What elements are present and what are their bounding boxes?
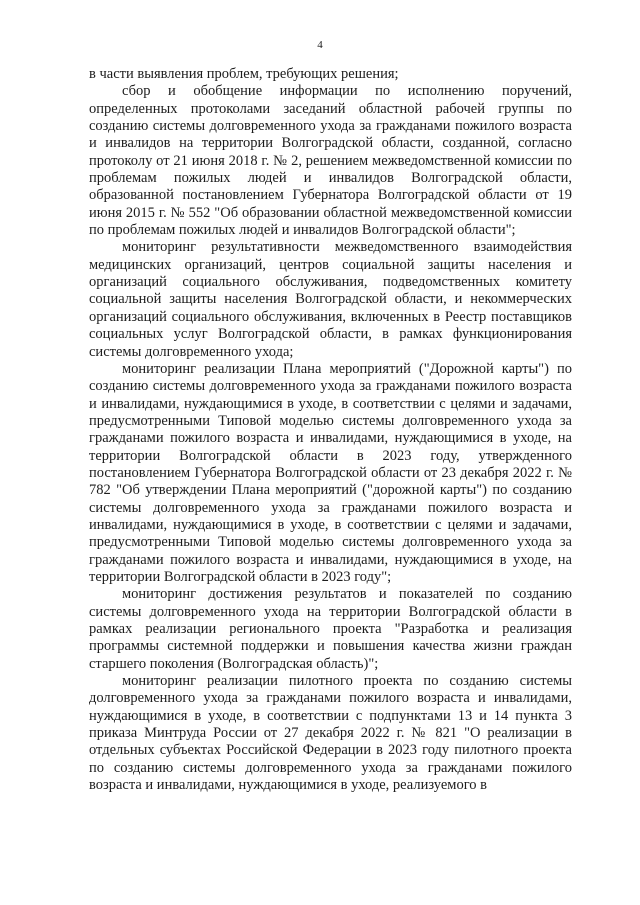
document-body [89, 66, 572, 794]
paragraph-data-collection: сбор и обобщение информации по исполнению поручений, определенных протоколами заседаний областной рабочей группы по созданию системы долговременного ухода за гражданами пожилого возраста и инвалидов на территории Волгоградской области, созданной, согласно протоколу от 21 июня 2018 г. № 2, решением межведомственной комиссии по проблемам пожилых людей и инвалидов Волгоградской области, образованной постановлением Губернатора Волгоградской области от 19 июня 2015 г. № 552 "Об образовании областной межведомственной комиссии по проблемам пожилых людей и инвалидов Волгоградской области"; [89, 83, 572, 239]
paragraph-interagency-monitoring: мониторинг результативности межведомственного взаимодействия медицинских организаций, центров социальной защиты населения и организаций социального обслуживания, подведомственных комитету социальной защиты населения Волгоградской области, и некоммерческих организаций социального обслуживания, включенных в Реестр поставщиков социальных услуг Волгоградской области, в рамках функционирования системы долговременного ухода; [89, 239, 572, 360]
paragraph-pilot-project-monitoring: мониторинг реализации пилотного проекта по созданию системы долговременного ухода за гражданами пожилого возраста и инвалидами, нуждающимися в уходе, в соответствии с подпунктами 13 и 14 пункта 3 приказа Минтруда России от 27 декабря 2022 г. № 821 "О реализации в отдельных субъектах Российской Федерации в 2023 году пилотного проекта по созданию системы долговременного ухода за гражданами пожилого возраста и инвалидами, нуждающимися в уходе, реализуемого в [89, 673, 572, 794]
paragraph-regional-project-monitoring: мониторинг достижения результатов и показателей по созданию системы долговременного ухода на территории Волгоградской области в рамках реализации регионального проекта "Разработка и реализация программы системной поддержки и повышения качества жизни граждан старшего поколения (Волгоградская область)"; [89, 586, 572, 672]
paragraph-roadmap-monitoring: мониторинг реализации Плана мероприятий ("Дорожной карты") по созданию системы долговременного ухода за гражданами пожилого возраста и инвалидами, нуждающимися в уходе, в соответствии с целями и задачами, предусмотренными Типовой моделью системы долговременного ухода за гражданами пожилого возраста и инвалидами, нуждающимися в уходе, на территории Волгоградской области в 2023 году, утвержденного постановлением Губернатора Волгоградской области от 23 декабря 2022 г. № 782 "Об утверждении Плана мероприятий ("дорожной карты") по созданию системы долговременного ухода за гражданами пожилого возраста и инвалидами, нуждающимися в уходе, в соответствии с целями и задачами, предусмотренными Типовой моделью системы долговременного ухода за гражданами пожилого возраста и инвалидами, нуждающимися в уходе, на территории Волгоградской области в 2023 году"; [89, 360, 572, 585]
page-number: 4 [317, 39, 323, 51]
paragraph-continued: в части выявления проблем, требующих решения; [89, 66, 399, 82]
